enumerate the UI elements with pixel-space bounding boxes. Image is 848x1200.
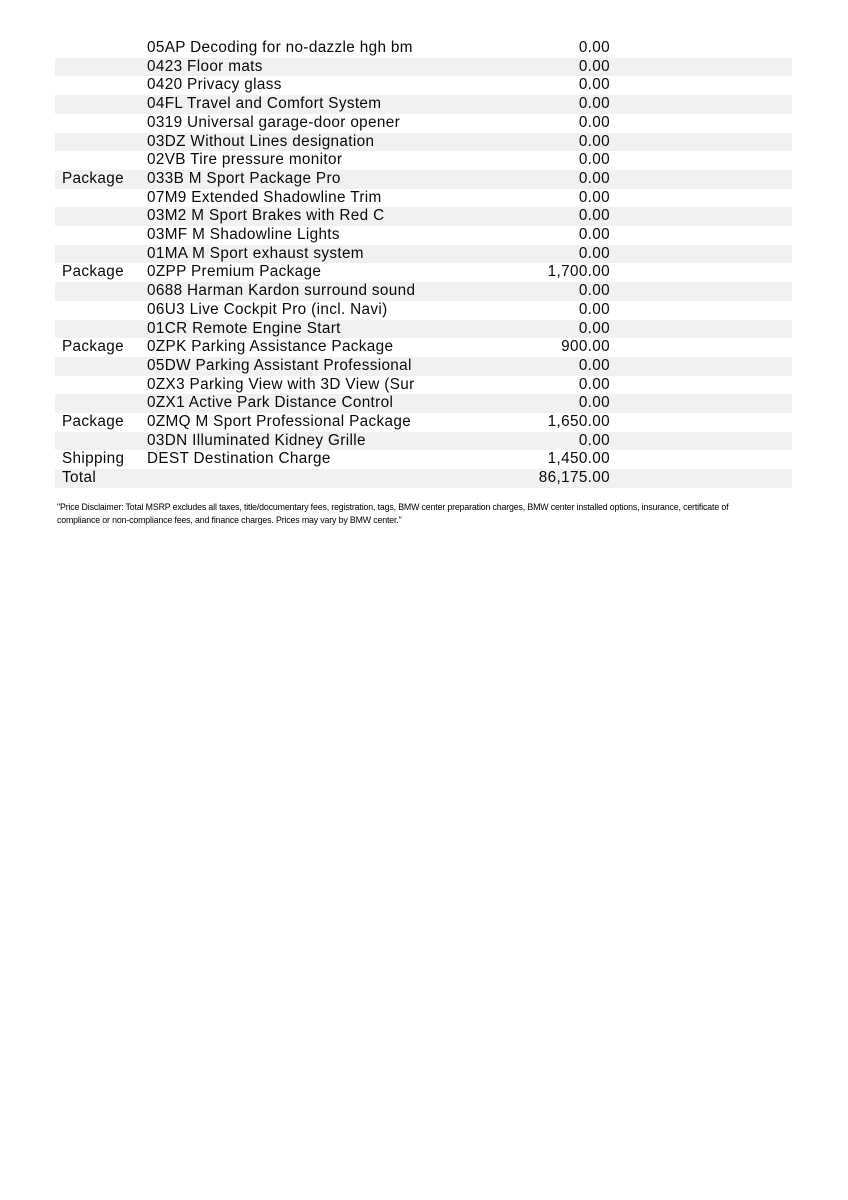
table-row — [55, 394, 792, 413]
option-description: 01CR Remote Engine Start — [147, 319, 341, 337]
option-price: 0.00 — [578, 431, 610, 449]
option-price: 0.00 — [578, 76, 610, 94]
option-description: 0ZX3 Parking View with 3D View (Sur — [147, 375, 415, 393]
option-price: 0.00 — [578, 356, 610, 374]
table-row — [55, 413, 792, 432]
option-description: 033B M Sport Package Pro — [147, 169, 341, 187]
table-row — [55, 376, 792, 395]
option-price: 0.00 — [578, 226, 610, 244]
option-description: 04FL Travel and Comfort System — [147, 95, 382, 113]
table-row — [55, 450, 792, 469]
price-disclaimer-line1: "Price Disclaimer: Total MSRP excludes all taxes, title/documentary fees, registration, tags, BMW center preparation charges, BMW center installed options, insurance, certificate of — [57, 502, 729, 512]
option-description: 01MA M Sport exhaust system — [147, 244, 364, 262]
option-price: 0.00 — [578, 207, 610, 225]
total-label: Total — [62, 469, 97, 487]
option-price: 0.00 — [578, 244, 610, 262]
table-row — [55, 151, 792, 170]
option-price: 0.00 — [578, 151, 610, 169]
table-row — [55, 282, 792, 301]
option-description: 0ZMQ M Sport Professional Package — [147, 413, 412, 431]
option-description: 02VB Tire pressure monitor — [147, 151, 343, 169]
option-description: 0319 Universal garage-door opener — [147, 113, 401, 131]
option-description: 03DN Illuminated Kidney Grille — [147, 431, 366, 449]
option-price: 1,450.00 — [547, 450, 610, 468]
row-category-label: Shipping — [62, 450, 125, 468]
option-price: 0.00 — [578, 132, 610, 150]
table-row — [55, 226, 792, 245]
option-price: 0.00 — [578, 169, 610, 187]
option-price: 0.00 — [578, 394, 610, 412]
row-category-label: Package — [62, 169, 124, 187]
table-row — [55, 95, 792, 114]
option-description: 05DW Parking Assistant Professional — [147, 356, 412, 374]
row-category-label: Package — [62, 263, 124, 281]
option-price: 0.00 — [578, 188, 610, 206]
table-row — [55, 58, 792, 77]
table-row — [55, 357, 792, 376]
option-description: 07M9 Extended Shadowline Trim — [147, 188, 382, 206]
table-row — [55, 207, 792, 226]
table-row — [55, 170, 792, 189]
option-description: DEST Destination Charge — [147, 450, 331, 468]
table-row — [55, 133, 792, 152]
option-description: 0ZPP Premium Package — [147, 263, 322, 281]
option-description: 0420 Privacy glass — [147, 76, 282, 94]
option-price: 0.00 — [578, 113, 610, 131]
option-description: 0ZX1 Active Park Distance Control — [147, 394, 394, 412]
option-description: 0423 Floor mats — [147, 57, 263, 75]
table-row — [55, 263, 792, 282]
option-price: 0.00 — [578, 319, 610, 337]
table-row — [55, 39, 792, 58]
table-row — [55, 301, 792, 320]
option-price: 1,700.00 — [547, 263, 610, 281]
row-category-label: Package — [62, 413, 124, 431]
option-price: 0.00 — [578, 57, 610, 75]
row-category-label: Package — [62, 338, 124, 356]
option-price: 0.00 — [578, 39, 610, 56]
option-price: 1,650.00 — [547, 413, 610, 431]
option-description: 0ZPK Parking Assistance Package — [147, 338, 394, 356]
table-row — [55, 114, 792, 133]
option-description: 03DZ Without Lines designation — [147, 132, 375, 150]
option-price: 0.00 — [578, 282, 610, 300]
option-price: 0.00 — [578, 300, 610, 318]
table-row — [55, 320, 792, 339]
option-description: 06U3 Live Cockpit Pro (incl. Navi) — [147, 300, 388, 318]
table-row — [55, 76, 792, 95]
table-row — [55, 189, 792, 208]
option-description: 03MF M Shadowline Lights — [147, 226, 340, 244]
table-row — [55, 338, 792, 357]
option-description: 03M2 M Sport Brakes with Red C — [147, 207, 385, 225]
option-description: 0688 Harman Kardon surround sound — [147, 282, 416, 300]
table-row-total — [55, 469, 792, 488]
price-disclaimer-line2: compliance or non-compliance fees, and finance charges. Prices may vary by BMW center." — [57, 514, 402, 525]
total-price: 86,175.00 — [538, 469, 610, 487]
option-price: 900.00 — [561, 338, 610, 356]
price-disclaimer — [57, 501, 797, 526]
table-row — [55, 432, 792, 451]
option-price: 0.00 — [578, 95, 610, 113]
vehicle-options-table — [55, 39, 792, 488]
option-description: 05AP Decoding for no-dazzle hgh bm — [147, 39, 413, 56]
option-price: 0.00 — [578, 375, 610, 393]
table-row — [55, 245, 792, 264]
